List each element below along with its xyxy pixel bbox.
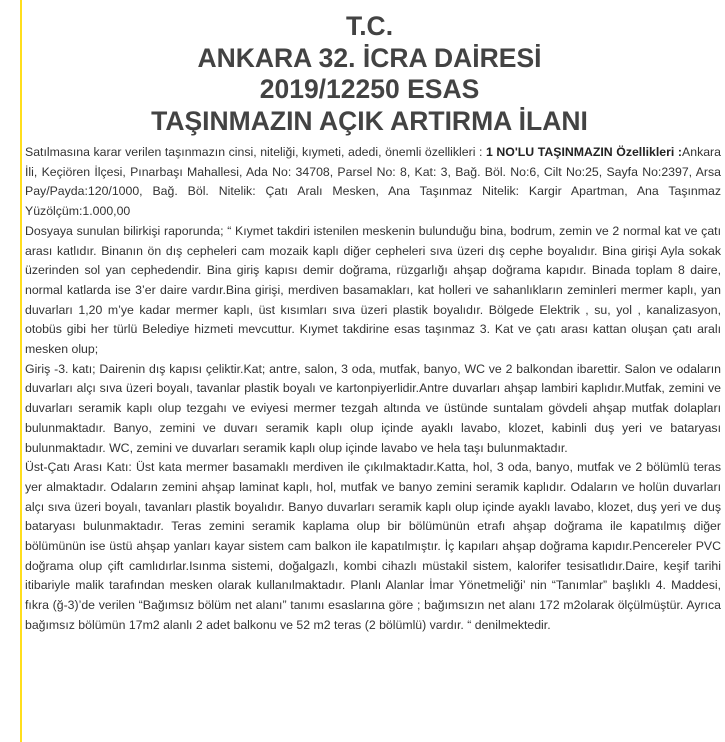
document-frame (20, 0, 725, 742)
document-header (20, 0, 725, 137)
document-body (22, 143, 725, 636)
header-announcement-title: TAŞINMAZIN AÇIK ARTIRMA İLANI (151, 105, 588, 136)
header-office: ANKARA 32. İCRA DAİRESİ (197, 42, 542, 73)
attic-floor-paragraph: Üst-Çatı Arası Katı: Üst kata mermer basamaklı merdiven ile çıkılmaktadır.Katta, hol, 3 oda, banyo, mutfak ve 2 bölümlü teras yer almaktadır. Odaların zemini ahşap laminat kaplı, hol, mutfak ve banyo zemini seramik kaplıdır. Odaların ve holün duvarları alçı sıva üzeri boyalı, tavanları plastik boyalıdır. Banyo duvarları seramik kaplı olup içinde ayaklı lavabo, klozet, duş yeri ve duş bataryası bulunmaktadır. Teras zemini seramik kaplama olup bir bölümünün etrafı ahşap doğrama ile kapatılmış diğer bölümünün ise üstü ahşap yanları kayar sistem cam balkon ile kapatılmıştır. İç kapıları ahşap doğrama kapıdır.Pencereler PVC doğrama olup çift camlıdırlar.Isınma sistemi, doğalgazlı, kombi cihazlı müstakil sistem, kalorifer tesisatlıdır.Daire, keşif tarihi itibariyle malik tarafından mesken olarak kullanılmaktadır. Planlı Alanlar İmar Yönetmeliği’ nin “Tanımlar” başlıklı 4. Maddesi, fıkra (ğ-3)’de verilen “Bağımsız bölüm net alanı” tanımı esaslarına göre ; bağımsızın net alanı 172 m2olarak ölçülmüştür. Ayrıca bağımsız bölümün 17m2 alanlı 2 adet balkonu ve 52 m2 teras (2 bölümlü) vardır. “ denilmektedir. (25, 460, 721, 632)
header-case-number: 2019/12250 ESAS (259, 74, 480, 104)
expert-report-paragraph: Dosyaya sunulan bilirkişi raporunda; “ Kıymet takdiri istenilen meskenin bulunduğu bina, bodrum, zemin ve 2 normal kat ve çatı arası katlıdır. Binanın ön dış cepheleri cam mozaik kaplı diğer cepheleri sıva üzeri dış cephe boyalıdır. Bina girişi Ayla sokak üzerinden sol yan cephedendir. Bina giriş kapısı demir doğrama, rüzgarlığı ahşap doğrama kapıdır. Binada toplam 8 daire, normal katlarda ise 3’er daire vardır.Bina girişi, merdiven basamakları, kat holleri ve sahanlıkların zeminleri mermer kaplı, yan duvarları 1,20 m’ye kadar mermer kaplı, üst kısımları sıva üzeri plastik boyalıdır. Bölgede Elektrik , su, yol , kanalizasyon, otobüs gibi her türlü Belediye hizmeti mevcuttur. Kıymet takdirine esas taşınmaz 3. Kat ve çatı arası kattan oluşan çatı aralı mesken olup; (25, 223, 721, 357)
property-details: Ankara İli, Keçiören İlçesi, Pınarbaşı Mahallesi, Ada No: 34708, Parsel No: 8, Kat: 3, Bağ. Böl. No:6, Cilt No:25, Sayfa No:2397, Arsa Pay/Payda:120/1000, Bağ. Böl. Nitelik: Çatı Aralı Mesken, Ana Taşınmaz Nitelik: Kargir Apartman, Ana Taşınmaz Yüzölçüm:1.000,00 (25, 145, 721, 219)
header-tc: T.C. (345, 11, 394, 41)
third-floor-paragraph: Giriş -3. katı; Dairenin dış kapısı çeliktir.Kat; antre, salon, 3 oda, mutfak, banyo, WC ve 2 balkondan ibarettir. Salon ve odaların duvarları alçı sıva üzeri boyalı, tavanlar plastik boyalı ve kartonpiyerlidir.Antre duvarları ahşap lambiri kaplıdır.Mutfak, zemini ve duvarları seramik kaplı olup tezgahı ve eviyesi mermer tezgah altında ve üstünde suntalam gövdeli ahşap mutfak dolapları bulunmaktadır. Banyo, zemini ve duvarı seramik kaplı olup içinde ayaklı lavabo, klozet, kabinli duş yeri ve bataryası bulunmaktadır. WC, zemini ve duvarları seramik kaplı olup içinde lavabo ve hela taşı bulunmaktadır. (25, 361, 721, 455)
intro-lead: Satılmasına karar verilen taşınmazın cinsi, niteliği, kıymeti, adedi, önemli özellikleri : (25, 145, 487, 159)
property-title: 1 NO'LU TAŞINMAZIN Özellikleri : (486, 145, 683, 159)
intro-paragraph (25, 143, 721, 222)
